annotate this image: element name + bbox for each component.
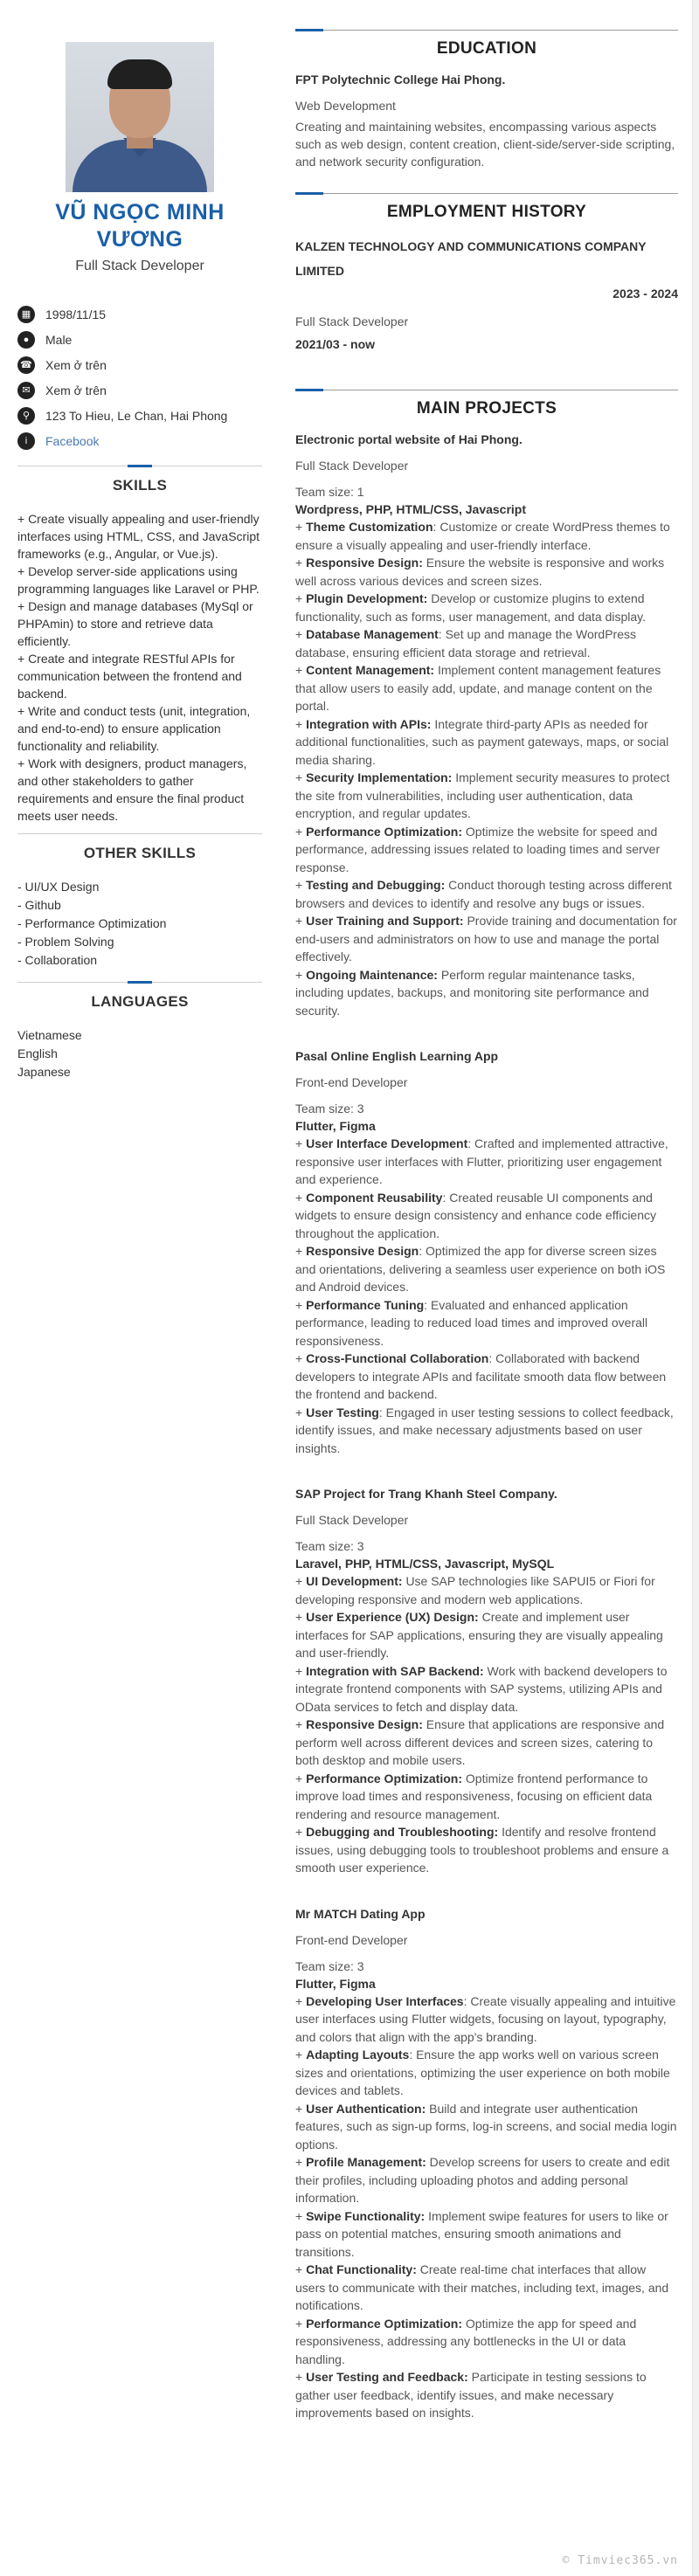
projects-section bbox=[295, 390, 678, 2422]
other-skill-item: - Github bbox=[17, 898, 61, 912]
languages-section bbox=[17, 982, 262, 1081]
bullet-label: Performance Tuning bbox=[306, 1297, 425, 1312]
bullet-label: User Training and Support: bbox=[306, 914, 464, 928]
bullet-label: Responsive Design bbox=[306, 1244, 419, 1258]
employment-start: 2021/03 - now bbox=[295, 337, 376, 351]
bullet-label: Security Implementation: bbox=[306, 770, 453, 784]
candidate-title: Full Stack Developer bbox=[75, 259, 204, 273]
project-role: Full Stack Developer bbox=[295, 459, 409, 473]
other-skill-item: - Performance Optimization bbox=[17, 916, 167, 930]
bullet-text: Implement content management features that allow users to easily add, update, and manage content on the portal. bbox=[295, 663, 661, 713]
bullet-text: Collaborated with backend developers to integrate APIs and facilitate smooth data flow between the frontend and backend. bbox=[295, 1351, 667, 1401]
employment-period: 2023 - 2024 bbox=[612, 287, 678, 300]
project-item bbox=[295, 431, 678, 1019]
project-bullet: + Testing and Debugging: Conduct thorough testing across different browsers and devices to identify and resolve any bugs or issues. bbox=[295, 878, 672, 910]
avatar bbox=[66, 42, 214, 192]
contact-text: Xem ở trên bbox=[45, 358, 107, 372]
contact-phone bbox=[17, 356, 262, 374]
bullet-label: Component Reusability bbox=[306, 1190, 443, 1205]
contact-text: 1998/11/15 bbox=[45, 307, 107, 321]
language-item: English bbox=[17, 1046, 58, 1060]
school-name: FPT Polytechnic College Hai Phong. bbox=[295, 73, 506, 86]
right-column bbox=[295, 30, 678, 2450]
section-heading: EMPLOYMENT HISTORY bbox=[386, 203, 587, 221]
project-bullet: + Cross-Functional Collaboration: Collaborated with backend developers to integrate APIs and facilitate smooth data flow between the frontend and backend. bbox=[295, 1351, 667, 1401]
project-role: Front-end Developer bbox=[295, 1075, 408, 1089]
bullet-text: Ensure that applications are responsive and perform well across different devices and screen sizes, catering to both desktop and mobile users. bbox=[295, 1717, 665, 1767]
bullet-text: Set up and manage the WordPress database, ensuring efficient data storage and retrieval. bbox=[295, 627, 637, 660]
project-bullet: + UI Development: Use SAP technologies like SAPUI5 or Fiori for developing responsive and modern web applications. bbox=[295, 1574, 655, 1606]
project-bullet: + Responsive Design: Ensure that applications are responsive and perform well across different devices and screen sizes, catering to both desktop and mobile users. bbox=[295, 1717, 665, 1767]
project-bullet: + Ongoing Maintenance: Perform regular maintenance tasks, including updates, backups, and monitoring site performance and security. bbox=[295, 967, 649, 1018]
bullet-label: Swipe Functionality: bbox=[306, 2208, 426, 2223]
bullet-text: Create visually appealing and intuitive user interfaces using Flutter widgets, focusing on layout, typography, and colors that align with the app's branding. bbox=[295, 1993, 676, 2044]
bullet-label: Profile Management: bbox=[306, 2155, 426, 2169]
project-team-size: Team size: 3 bbox=[295, 1539, 364, 1553]
project-bullets bbox=[295, 518, 678, 1019]
bullet-text: Implement security measures to protect the site from vulnerabilities, including user authentication, data encryption, and regular updates. bbox=[295, 770, 670, 820]
bullet-text: Ensure the app works well on various screen sizes and orientations, optimizing the user experience on both mobile devices and tablets. bbox=[295, 2048, 670, 2097]
project-technologies: Flutter, Figma bbox=[295, 1976, 376, 1991]
language-item: Japanese bbox=[17, 1065, 71, 1079]
person-icon: ● bbox=[17, 331, 35, 349]
project-bullet: + Security Implementation: Implement security measures to protect the site from vulnerabilities, including user authentication, data encryption, and regular updates. bbox=[295, 770, 670, 820]
bullet-label: Adapting Layouts bbox=[306, 2048, 410, 2061]
bullet-text: Develop screens for users to create and edit their profiles, including uploading photos and adding personal information. bbox=[295, 2155, 670, 2205]
bullet-text: Identify and resolve frontend issues, using debugging tools to troubleshoot problems and ensure a smooth user experience. bbox=[295, 1825, 669, 1875]
contact-address bbox=[17, 407, 262, 425]
skill-item: + Work with designers, product managers, and other stakeholders to gather requirements and ensure the final product meets user needs. bbox=[17, 756, 247, 823]
bullet-label: User Authentication: bbox=[306, 2101, 426, 2116]
location-icon: ⚲ bbox=[17, 407, 35, 425]
major: Web Development bbox=[295, 99, 396, 113]
skill-item: + Develop server-side applications using programming languages like Laravel or PHP. bbox=[17, 564, 260, 596]
project-bullet: + Performance Optimization: Optimize frontend performance to improve load times and responsiveness, focusing on efficient data rendering and resource management. bbox=[295, 1771, 653, 1821]
section-accent bbox=[295, 389, 323, 391]
section-accent bbox=[128, 465, 152, 467]
bullet-text: Work with backend developers to integrate frontend components with SAP systems, utilizing APIs and OData services to fetch and display data. bbox=[295, 1663, 668, 1714]
project-technologies: Wordpress, PHP, HTML/CSS, Javascript bbox=[295, 502, 527, 516]
section-heading: EDUCATION bbox=[436, 39, 537, 58]
education-section bbox=[295, 30, 678, 170]
project-bullet: + Database Management: Set up and manage the WordPress database, ensuring efficient data storage and retrieval. bbox=[295, 627, 637, 660]
language-item: Vietnamese bbox=[17, 1028, 82, 1042]
section-accent bbox=[295, 192, 323, 195]
employment-role: Full Stack Developer bbox=[295, 314, 409, 328]
contact-text: Male bbox=[45, 333, 73, 347]
project-item bbox=[295, 1047, 678, 1457]
project-bullet: + Adapting Layouts: Ensure the app works well on various screen sizes and orientations, optimizing the user experience on both mobile devices and tablets. bbox=[295, 2048, 670, 2097]
project-bullet: + User Authentication: Build and integrate user authentication features, such as sign-up forms, log-in screens, and social media login options. bbox=[295, 2101, 677, 2151]
calendar-icon: ▦ bbox=[17, 306, 35, 323]
bullet-label: Chat Functionality: bbox=[306, 2262, 417, 2276]
bullet-text: Implement swipe features for users to like or pass on potential matches, ensuring smooth animations and transitions. bbox=[295, 2208, 668, 2259]
project-bullet: + Integration with APIs: Integrate third-party APIs as needed for additional functionalities, such as payment gateways, maps, or social media sharing. bbox=[295, 716, 669, 767]
project-bullet: + User Testing and Feedback: Participate in testing sessions to gather user feedback, identify issues, and make necessary improvements based on insights. bbox=[295, 2370, 647, 2420]
bullet-text: Optimize frontend performance to improve load times and responsiveness, focusing on efficient data rendering and resource management. bbox=[295, 1771, 653, 1821]
project-bullet: + Theme Customization: Customize or create WordPress themes to ensure a visually appealing and user-friendly interface. bbox=[295, 520, 670, 552]
bullet-label: User Experience (UX) Design: bbox=[306, 1610, 479, 1624]
contact-facebook bbox=[17, 432, 262, 450]
bullet-text: Optimize the app for speed and responsiveness, addressing any bottlenecks in the UI or data handling. bbox=[295, 2316, 637, 2366]
project-name: Mr MATCH Dating App bbox=[295, 1906, 426, 1921]
watermark: © Timviec365.vn bbox=[562, 2554, 678, 2567]
bullet-label: Responsive Design: bbox=[306, 1717, 423, 1731]
section-heading: SKILLS bbox=[112, 477, 168, 494]
other-skills-section bbox=[17, 833, 262, 970]
bullet-label: Content Management: bbox=[306, 663, 435, 677]
bullet-label: Database Management bbox=[306, 627, 439, 641]
other-skill-item: - UI/UX Design bbox=[17, 880, 100, 894]
project-name: SAP Project for Trang Khanh Steel Company. bbox=[295, 1487, 557, 1501]
bullet-label: Performance Optimization: bbox=[306, 824, 462, 839]
candidate-name: VŨ NGỌC MINH VƯƠNG bbox=[55, 200, 225, 252]
bullet-label: Plugin Development: bbox=[306, 591, 428, 605]
phone-icon: ☎ bbox=[17, 356, 35, 374]
bullet-label: Developing User Interfaces bbox=[306, 1993, 464, 2008]
project-bullet: + Performance Optimization: Optimize the app for speed and responsiveness, addressing any bottlenecks in the UI or data handling. bbox=[295, 2316, 637, 2366]
facebook-link[interactable]: Facebook bbox=[45, 434, 100, 448]
bullet-text: Use SAP technologies like SAPUI5 or Fiori for developing responsive and modern web applications. bbox=[295, 1574, 655, 1606]
project-bullet: + Responsive Design: Optimized the app for diverse screen sizes and orientations, delivering a seamless user experience on both iOS and Android devices. bbox=[295, 1244, 666, 1294]
section-accent bbox=[295, 29, 323, 31]
employment-section bbox=[295, 193, 678, 353]
project-bullet: + Swipe Functionality: Implement swipe features for users to like or pass on potential matches, ensuring smooth animations and transitions. bbox=[295, 2208, 668, 2259]
project-bullet: + Component Reusability: Created reusable UI components and widgets to ensure design consistency and enhance code efficiency throughout the application. bbox=[295, 1190, 657, 1240]
page-scrollbar[interactable] bbox=[692, 0, 699, 2576]
bullet-label: User Interface Development bbox=[306, 1136, 468, 1150]
skill-item: + Write and conduct tests (unit, integration, and end-to-end) to ensure application functionality and reliability. bbox=[17, 704, 251, 753]
project-bullet: + Profile Management: Develop screens for users to create and edit their profiles, including uploading photos and adding personal information. bbox=[295, 2155, 670, 2205]
bullet-text: Build and integrate user authentication features, such as sign-up forms, log-in screens, and social media login options. bbox=[295, 2101, 677, 2151]
contact-birthdate bbox=[17, 306, 262, 323]
email-icon: ✉ bbox=[17, 382, 35, 399]
project-team-size: Team size: 3 bbox=[295, 1958, 364, 1973]
bullet-text: Conduct thorough testing across different browsers and devices to identify and resolve any bugs or issues. bbox=[295, 878, 672, 910]
contact-list bbox=[17, 306, 262, 450]
contact-text: 123 To Hieu, Le Chan, Hai Phong bbox=[45, 409, 228, 423]
bullet-text: Develop or customize plugins to extend functionality, such as forms, user management, and data display. bbox=[295, 591, 647, 624]
bullet-text: Crafted and implemented attractive, responsive user interfaces with Flutter, prioritizing user engagement and experience. bbox=[295, 1136, 668, 1186]
bullet-text: Perform regular maintenance tasks, including updates, backups, and monitoring site performance and security. bbox=[295, 967, 649, 1018]
bullet-label: Responsive Design: bbox=[306, 556, 423, 570]
bullet-label: Performance Optimization: bbox=[306, 2316, 462, 2331]
project-bullet: + User Training and Support: Provide training and documentation for end-users and administrators on how to use and manage the portal effectively. bbox=[295, 914, 677, 963]
bullet-text: Engaged in user testing sessions to collect feedback, identify issues, and make necessary adjustments based on user insights. bbox=[295, 1405, 674, 1455]
project-role: Front-end Developer bbox=[295, 1932, 408, 1947]
project-bullet: + Performance Optimization: Optimize the website for speed and performance, addressing issues related to loading times and server response. bbox=[295, 824, 661, 874]
bullet-label: Cross-Functional Collaboration bbox=[306, 1351, 489, 1365]
bullet-text: Ensure the website is responsive and works well across various devices and screen sizes. bbox=[295, 556, 665, 588]
project-bullets bbox=[295, 1572, 678, 1877]
company-name: KALZEN TECHNOLOGY AND COMMUNICATIONS COMPANY LIMITED bbox=[295, 239, 647, 278]
bullet-label: Testing and Debugging: bbox=[306, 878, 446, 892]
bullet-text: Integrate third-party APIs as needed for additional functionalities, such as payment gateways, maps, or social media sharing. bbox=[295, 716, 669, 767]
project-team-size: Team size: 1 bbox=[295, 485, 364, 499]
bullet-label: User Testing and Feedback: bbox=[306, 2370, 468, 2384]
project-bullets bbox=[295, 1992, 678, 2422]
bullet-text: Customize or create WordPress themes to ensure a visually appealing and user-friendly interface. bbox=[295, 520, 670, 552]
section-heading: OTHER SKILLS bbox=[83, 845, 197, 861]
left-column bbox=[17, 42, 262, 1081]
skill-item: + Create visually appealing and user-friendly interfaces using HTML, CSS, and JavaScript frameworks (e.g., Angular, or Vue.js). bbox=[17, 512, 260, 561]
contact-text: Xem ở trên bbox=[45, 383, 107, 397]
bullet-label: Performance Optimization: bbox=[306, 1771, 462, 1785]
project-bullet: + Content Management: Implement content management features that allow users to easily add, update, and manage content on the portal. bbox=[295, 663, 661, 713]
bullet-label: UI Development: bbox=[306, 1574, 403, 1588]
skills-section bbox=[17, 466, 262, 825]
bullet-label: Theme Customization bbox=[306, 520, 433, 534]
education-description: Creating and maintaining websites, encompassing various aspects such as web design, content creation, client-side/server-side scripting, and network security configuration. bbox=[295, 120, 675, 169]
bullet-label: User Testing bbox=[306, 1405, 379, 1419]
project-bullet: + Developing User Interfaces: Create visually appealing and intuitive user interfaces using Flutter widgets, focusing on layout, typography, and colors that align with the app's branding. bbox=[295, 1993, 676, 2044]
bullet-text: Create and implement user interfaces for SAP applications, ensuring they are visually appealing and user-friendly. bbox=[295, 1610, 663, 1660]
project-bullet: + Integration with SAP Backend: Work with backend developers to integrate frontend components with SAP systems, utilizing APIs and OData services to fetch and display data. bbox=[295, 1663, 668, 1714]
bullet-text: Participate in testing sessions to gather user feedback, identify issues, and make necessary improvements based on insights. bbox=[295, 2370, 647, 2420]
bullet-text: Optimize the website for speed and performance, addressing issues related to loading times and server response. bbox=[295, 824, 661, 874]
bullet-text: Created reusable UI components and widgets to ensure design consistency and enhance code efficiency throughout the application. bbox=[295, 1190, 657, 1240]
section-heading: MAIN PROJECTS bbox=[416, 399, 557, 418]
project-technologies: Laravel, PHP, HTML/CSS, Javascript, MySQL bbox=[295, 1557, 555, 1571]
section-accent bbox=[128, 981, 152, 984]
info-icon: i bbox=[17, 432, 35, 450]
project-bullet: + User Interface Development: Crafted and implemented attractive, responsive user interfaces with Flutter, prioritizing user engagement and experience. bbox=[295, 1136, 668, 1186]
bullet-text: Evaluated and enhanced application performance, leading to reduced load times and improved overall responsiveness. bbox=[295, 1297, 648, 1348]
project-bullets bbox=[295, 1135, 678, 1457]
skill-item: + Design and manage databases (MySql or PHPAmin) to store and retrieve data efficiently. bbox=[17, 599, 253, 648]
project-name: Electronic portal website of Hai Phong. bbox=[295, 432, 523, 446]
project-bullet: + User Experience (UX) Design: Create and implement user interfaces for SAP applications, ensuring they are visually appealing and user-friendly. bbox=[295, 1610, 663, 1660]
contact-email bbox=[17, 382, 262, 399]
other-skill-item: - Collaboration bbox=[17, 953, 98, 967]
bullet-text: Optimized the app for diverse screen sizes and orientations, delivering a seamless user experience on both iOS and Android devices. bbox=[295, 1244, 666, 1294]
project-bullet: + Chat Functionality: Create real-time chat interfaces that allow users to communicate with their matches, including text, images, and notifications. bbox=[295, 2262, 669, 2312]
project-technologies: Flutter, Figma bbox=[295, 1119, 376, 1133]
other-skill-item: - Problem Solving bbox=[17, 935, 114, 949]
bullet-label: Debugging and Troubleshooting: bbox=[306, 1825, 499, 1839]
section-heading: LANGUAGES bbox=[91, 993, 189, 1010]
project-item bbox=[295, 1905, 678, 2422]
project-bullet: + Plugin Development: Develop or customize plugins to extend functionality, such as forms, user management, and data display. bbox=[295, 591, 647, 624]
project-team-size: Team size: 3 bbox=[295, 1102, 364, 1115]
project-item bbox=[295, 1485, 678, 1877]
project-role: Full Stack Developer bbox=[295, 1513, 409, 1527]
bullet-text: Provide training and documentation for end-users and administrators on how to use and manage the portal effectively. bbox=[295, 914, 677, 963]
project-name: Pasal Online English Learning App bbox=[295, 1049, 499, 1063]
project-bullet: + Debugging and Troubleshooting: Identify and resolve frontend issues, using debugging tools to troubleshoot problems and ensure a smooth user experience. bbox=[295, 1825, 669, 1875]
bullet-text: Create real-time chat interfaces that allow users to communicate with their matches, including text, images, and notifications. bbox=[295, 2262, 669, 2312]
project-bullet: + Responsive Design: Ensure the website is responsive and works well across various devices and screen sizes. bbox=[295, 556, 665, 588]
bullet-label: Ongoing Maintenance: bbox=[306, 967, 438, 982]
bullet-label: Integration with APIs: bbox=[306, 716, 432, 731]
project-bullet: + Performance Tuning: Evaluated and enhanced application performance, leading to reduced load times and improved overall responsiveness. bbox=[295, 1297, 648, 1348]
skill-item: + Create and integrate RESTful APIs for communication between the frontend and backend. bbox=[17, 652, 242, 701]
project-bullet: + User Testing: Engaged in user testing sessions to collect feedback, identify issues, and make necessary adjustments based on user insights. bbox=[295, 1405, 674, 1455]
bullet-label: Integration with SAP Backend: bbox=[306, 1663, 484, 1678]
contact-gender bbox=[17, 331, 262, 349]
